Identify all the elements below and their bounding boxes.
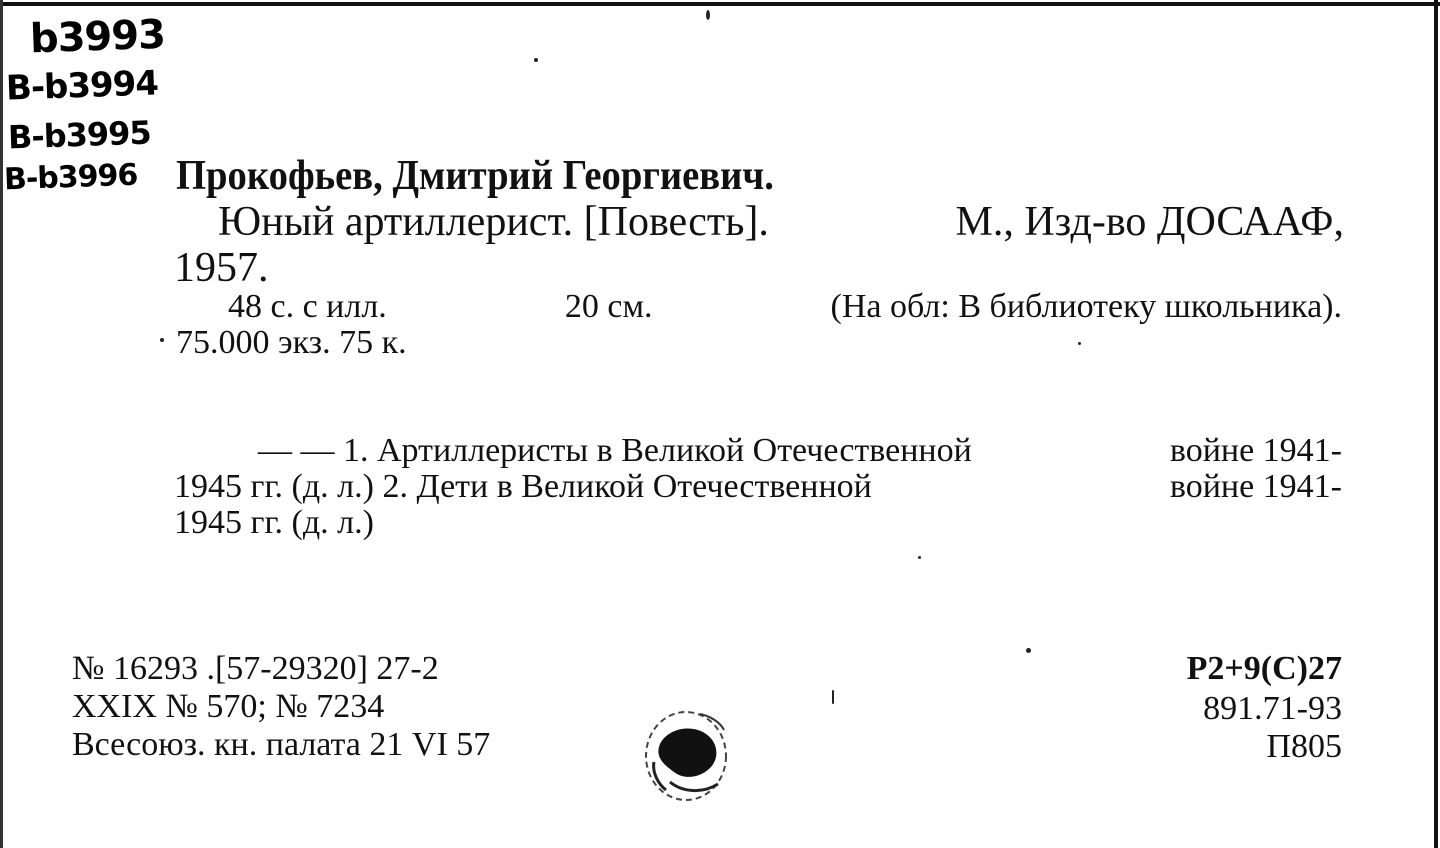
- ink-speck: [534, 58, 538, 62]
- pagination: 48 с. с илл.: [228, 288, 387, 325]
- book-title: Юный артиллерист. [Повесть].: [218, 199, 769, 245]
- ink-stamp-blot: [640, 700, 736, 804]
- card-left-edge: [0, 0, 3, 848]
- subject-line-1: [258, 432, 1342, 470]
- book-size: 20 см.: [564, 288, 653, 325]
- author-heading: Прокофьев, Дмитрий Георгиевич.: [176, 153, 774, 199]
- title-imprint-line: [218, 198, 1344, 246]
- ink-speck: [706, 10, 710, 20]
- subject-2-text: 1945 гг. (д. л.) 2. Дети в Великой Отечественной: [174, 468, 872, 505]
- author-mark: П805: [1266, 728, 1342, 765]
- handwritten-call-number-3: B-b3995: [7, 113, 152, 157]
- registration-chamber: Всесоюз. кн. палата 21 VI 57: [72, 726, 491, 763]
- ink-speck: [918, 556, 921, 559]
- subject-1-text: — — 1. Артиллеристы в Великой Отечественной: [258, 432, 972, 469]
- imprint: М., Изд-во ДОСААФ,: [955, 199, 1344, 245]
- physical-description: [228, 288, 1342, 326]
- subject-1-end: войне 1941-: [1169, 432, 1342, 469]
- card-right-edge: [1434, 0, 1438, 848]
- handwritten-call-number-4: B-b3996: [3, 157, 138, 198]
- ink-speck: [1078, 342, 1081, 345]
- subject-line-3: 1945 гг. (д. л.): [174, 504, 374, 541]
- ink-speck: [1026, 648, 1031, 653]
- publication-year: 1957.: [174, 245, 269, 291]
- handwritten-call-number-1: b3993: [29, 11, 166, 63]
- classification-index: P2+9(C)27: [1186, 650, 1342, 687]
- ink-speck: [832, 690, 834, 704]
- card-top-edge: [0, 2, 1440, 6]
- ink-speck: [160, 338, 164, 342]
- udc-number: 891.71-93: [1203, 690, 1342, 727]
- subject-2-end: войне 1941-: [1169, 468, 1342, 505]
- series-note: (На обл: В библиотеку школьника).: [830, 288, 1342, 325]
- print-run-price: 75.000 экз. 75 к.: [176, 324, 407, 361]
- handwritten-call-number-2: B-b3994: [5, 63, 159, 109]
- registration-number: № 16293 .[57-29320] 27-2: [72, 650, 439, 687]
- registration-volume: XXIX № 570; № 7234: [72, 688, 385, 725]
- subject-line-2: [174, 468, 1342, 506]
